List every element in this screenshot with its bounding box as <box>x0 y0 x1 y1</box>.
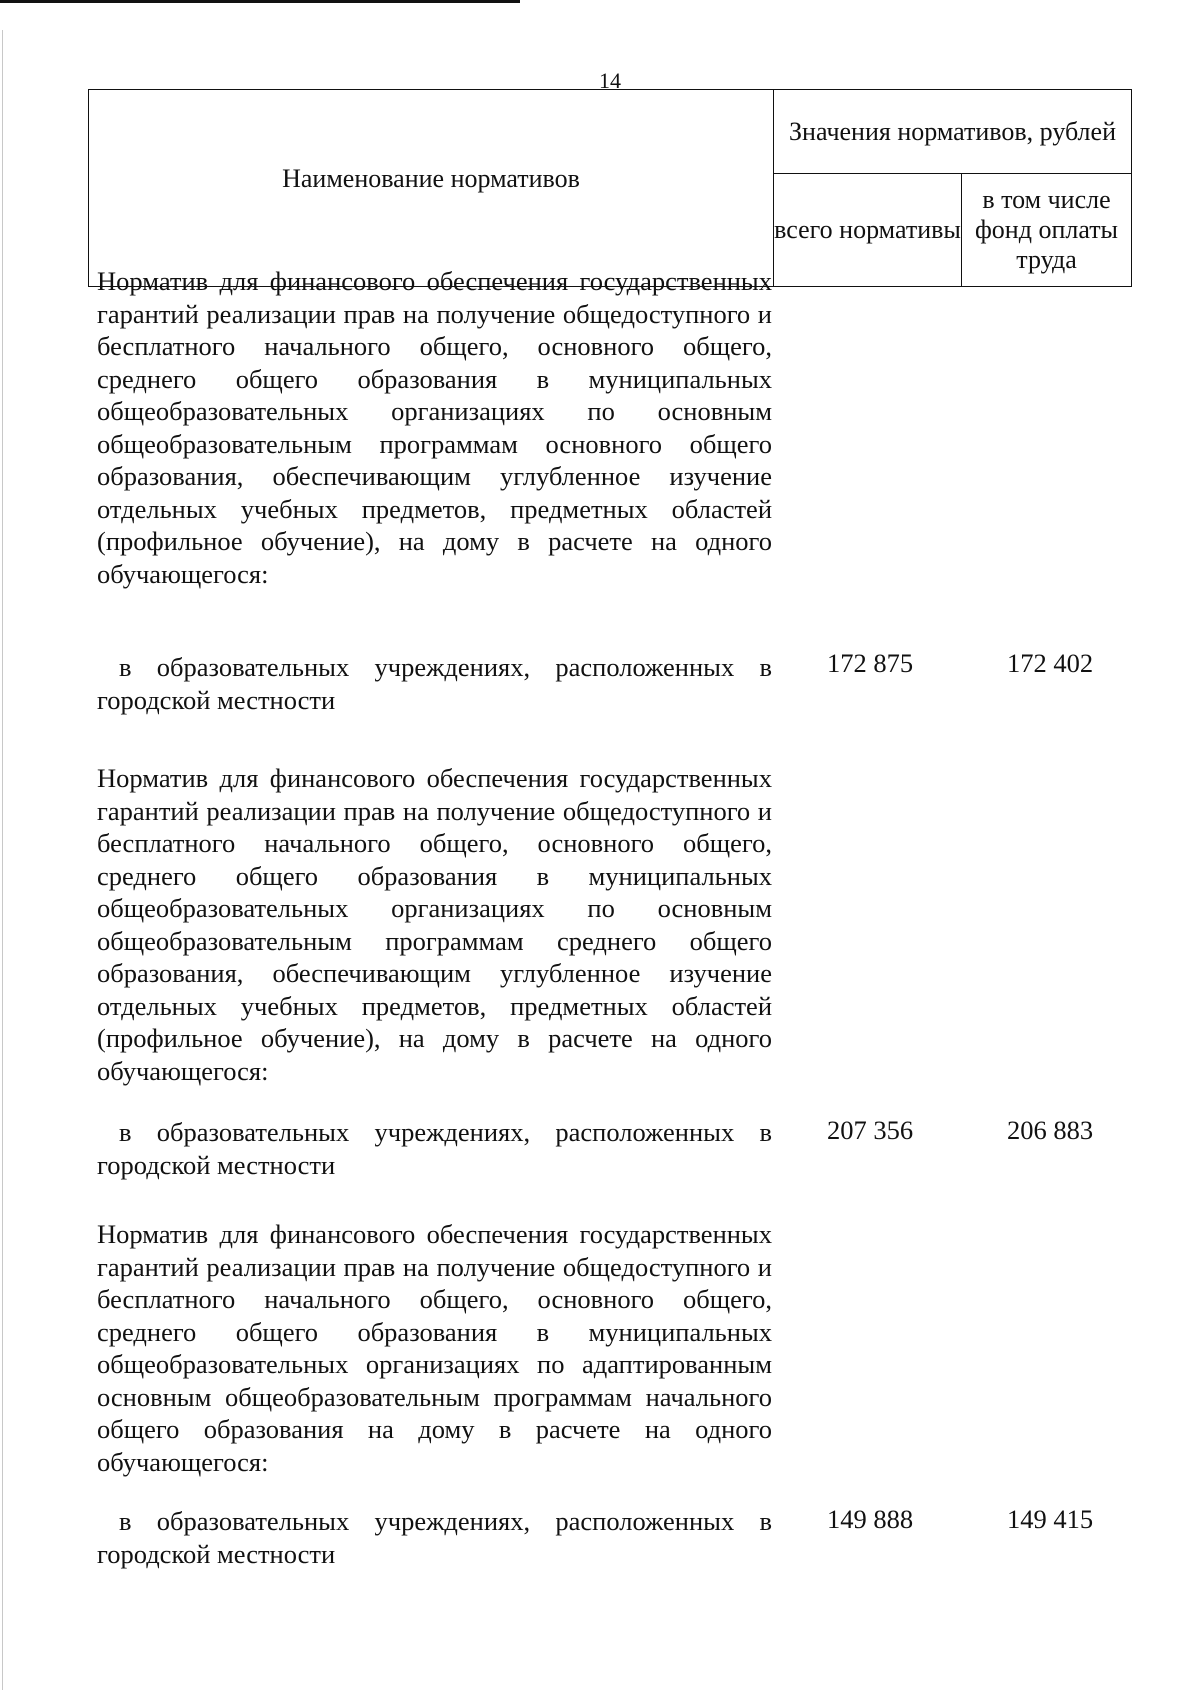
value-fund: 149 415 <box>1006 1504 1094 1534</box>
value-fund: 172 402 <box>1006 648 1094 678</box>
column-header-values-group: Значения нормативов, рублей <box>774 90 1131 174</box>
column-header-fund: в том числе фонд оплаты труда <box>974 185 1119 274</box>
section-description: Норматив для финансового обеспечения государственных гарантий реализации прав на получение общедоступного и бесплатного начального общего, основного общего, среднего общего образования в муниципальных общеобразовательных организациях по основным общеобразовательным программам среднего общего образования, обеспечивающим углубленное изучение отдельных учебных предметов, предметных областей (профильное обучение), на дому в расчете на одного обучающегося: <box>97 763 772 1086</box>
section-item-label: в образовательных учреждениях, расположенных в городской местности <box>97 652 772 715</box>
value-total: 207 356 <box>826 1115 914 1145</box>
section-item-label: в образовательных учреждениях, расположенных в городской местности <box>97 1506 772 1569</box>
page-number: 14 <box>599 68 621 93</box>
section-item-label: в образовательных учреждениях, расположенных в городской местности <box>97 1117 772 1180</box>
table-header <box>88 89 1132 287</box>
scan-left-edge <box>2 30 3 1690</box>
column-header-total: всего нормативы <box>774 174 962 286</box>
value-total: 172 875 <box>826 648 914 678</box>
value-fund: 206 883 <box>1006 1115 1094 1145</box>
column-header-name: Наименование нормативов <box>89 90 774 286</box>
scan-top-rule <box>0 0 520 3</box>
section-description: Норматив для финансового обеспечения государственных гарантий реализации прав на получение общедоступного и бесплатного начального общего, основного общего, среднего общего образования в муниципальных общеобразовательных организациях по основным общеобразовательным программам основного общего образования, обеспечивающим углубленное изучение отдельных учебных предметов, предметных областей (профильное обучение), на дому в расчете на одного обучающегося: <box>97 266 772 589</box>
section-description: Норматив для финансового обеспечения государственных гарантий реализации прав на получение общедоступного и бесплатного начального общего, основного общего, среднего общего образования в муниципальных общеобразовательных организациях по адаптированным основным общеобразовательным программам начального общего образования на дому в расчете на одного обучающегося: <box>97 1219 772 1477</box>
value-total: 149 888 <box>826 1504 914 1534</box>
